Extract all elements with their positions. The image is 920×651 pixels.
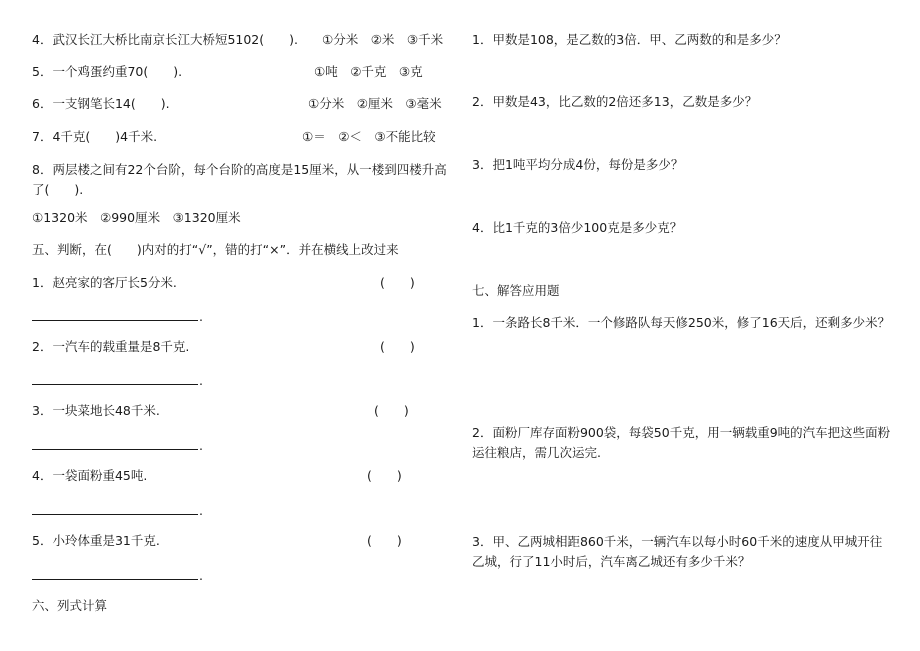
section-5-title: 五、判断，在( )内对的打“√”，错的打“×”．并在横线上改过来 — [32, 242, 399, 257]
judgement-3-correction-line[interactable]: . — [32, 435, 198, 453]
judgement-2-answer-box[interactable]: ( ) — [380, 339, 415, 354]
application-question-1: 1．一条路长8千米．一个修路队每天修250米，修了16天后，还剩多少米？ — [472, 315, 891, 330]
question-6: 6．一支钢笔长14( ). — [32, 96, 170, 111]
judgement-1: 1．赵亮家的客厅长5分米. — [32, 275, 177, 290]
application-question-3: 3．甲、乙两城相距860千米，一辆汽车以每小时60千米的速度从甲城开往乙城，行了11小时后，汽车离乙城还有多少千米？ — [472, 534, 883, 569]
judgement-1-answer-box[interactable]: ( ) — [380, 275, 415, 290]
section-7-title: 七、解答应用题 — [472, 283, 560, 298]
judgement-4-correction-line[interactable]: . — [32, 500, 198, 518]
judgement-2-correction-line[interactable]: . — [32, 370, 198, 388]
question-5-options: ①吨 ②千克 ③克 — [314, 64, 423, 79]
calc-question-2: 2．甲数是43，比乙数的2倍还多13，乙数是多少？ — [472, 94, 758, 109]
judgement-2: 2．一汽车的载重量是8千克. — [32, 339, 190, 354]
judgement-4-answer-box[interactable]: ( ) — [367, 468, 402, 483]
calc-question-3: 3．把1吨平均分成4份，每份是多少？ — [472, 157, 684, 172]
question-8: 8．两层楼之间有22个台阶，每个台阶的高度是15厘米，从一楼到四楼升高了( ). — [32, 162, 447, 197]
judgement-3-answer-box[interactable]: ( ) — [374, 403, 409, 418]
calc-question-1: 1．甲数是108，是乙数的3倍．甲、乙两数的和是多少？ — [472, 32, 787, 47]
question-7-options: ①＝ ②＜ ③不能比较 — [302, 129, 436, 144]
question-4-options: ①分米 ②米 ③千米 — [322, 32, 444, 47]
judgement-3: 3．一块菜地长48千米. — [32, 403, 160, 418]
application-question-2: 2．面粉厂库存面粉900袋，每袋50千克，用一辆载重9吨的汽车把这些面粉运往粮店，需几次运完. — [472, 425, 891, 460]
section-6-title: 六、列式计算 — [32, 598, 108, 613]
calc-question-4: 4．比1千克的3倍少100克是多少克？ — [472, 220, 683, 235]
judgement-1-correction-line[interactable]: . — [32, 306, 198, 324]
question-6-options: ①分米 ②厘米 ③毫米 — [308, 96, 442, 111]
judgement-5: 5．小玲体重是31千克. — [32, 533, 160, 548]
judgement-5-answer-box[interactable]: ( ) — [367, 533, 402, 548]
question-8-options: ①1320米 ②990厘米 ③1320厘米 — [32, 210, 241, 225]
question-5: 5．一个鸡蛋约重70( ). — [32, 64, 183, 79]
judgement-4: 4．一袋面粉重45吨. — [32, 468, 148, 483]
question-7: 7．4千克( )4千米. — [32, 129, 158, 144]
judgement-5-correction-line[interactable]: . — [32, 565, 198, 583]
question-4: 4．武汉长江大桥比南京长江大桥短5102( ). — [32, 32, 298, 47]
